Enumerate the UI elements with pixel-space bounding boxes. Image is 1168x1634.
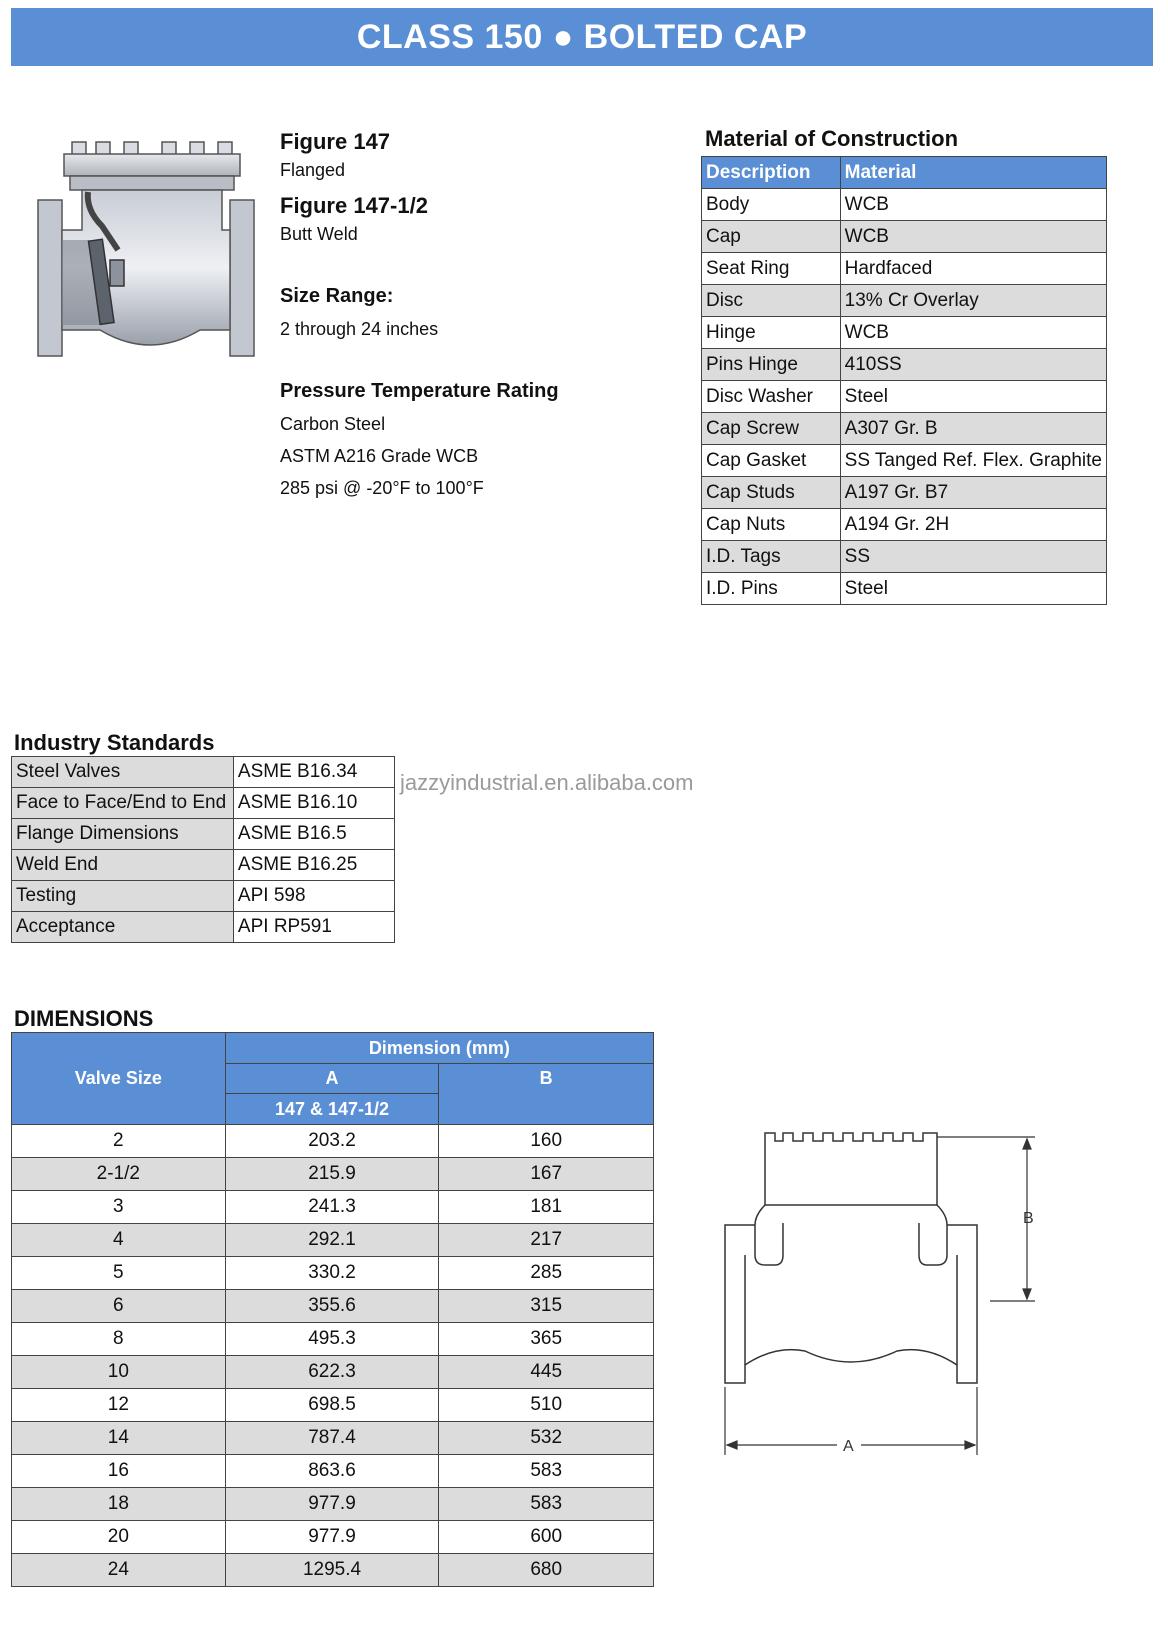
dimension-a-cell: 495.3 — [225, 1323, 439, 1356]
material-part: I.D. Tags — [702, 541, 841, 573]
material-value: Hardfaced — [840, 253, 1106, 285]
figure-147-half-title: Figure 147-1/2 — [280, 193, 428, 218]
material-part: Hinge — [702, 317, 841, 349]
material-part: Disc — [702, 285, 841, 317]
table-row — [12, 1257, 654, 1290]
valve-size-cell: 4 — [12, 1224, 226, 1257]
table-row — [12, 1356, 654, 1389]
table-row — [12, 1488, 654, 1521]
watermark-text: jazzyindustrial.en.alibaba.com — [400, 770, 694, 795]
dimension-a-cell: 977.9 — [225, 1488, 439, 1521]
valve-size-cell: 2 — [12, 1125, 226, 1158]
dimension-b-cell: 181 — [439, 1191, 654, 1224]
dimension-b-cell: 510 — [439, 1389, 654, 1422]
dimension-a-cell: 292.1 — [225, 1224, 439, 1257]
material-value: A194 Gr. 2H — [840, 509, 1106, 541]
table-row — [12, 1422, 654, 1455]
dimension-b-cell: 167 — [439, 1158, 654, 1191]
dimension-a-cell: 203.2 — [225, 1125, 439, 1158]
dimension-a-cell: 330.2 — [225, 1257, 439, 1290]
table-row — [12, 850, 395, 881]
table-row — [702, 413, 1107, 445]
valve-size-cell: 6 — [12, 1290, 226, 1323]
material-part: I.D. Pins — [702, 573, 841, 605]
standard-value: API 598 — [233, 881, 394, 912]
figure-147-title: Figure 147 — [280, 129, 391, 154]
valve-size-header: Valve Size — [12, 1033, 226, 1125]
table-row — [702, 221, 1107, 253]
table-row — [702, 541, 1107, 573]
valve-size-cell: 8 — [12, 1323, 226, 1356]
valve-size-cell: 12 — [12, 1389, 226, 1422]
table-row — [12, 1191, 654, 1224]
valve-size-cell: 3 — [12, 1191, 226, 1224]
dimension-b-cell: 445 — [439, 1356, 654, 1389]
dimension-group-header: Dimension (mm) — [225, 1033, 653, 1064]
table-row — [12, 1158, 654, 1191]
standard-value: ASME B16.34 — [233, 757, 394, 788]
figure-147-half-subtitle: Butt Weld — [280, 224, 358, 244]
dimension-a-cell: 863.6 — [225, 1455, 439, 1488]
material-value: 13% Cr Overlay — [840, 285, 1106, 317]
standard-item: Steel Valves — [12, 757, 234, 788]
dimension-a-subheader: 147 & 147-1/2 — [225, 1094, 439, 1125]
dimension-b-cell: 315 — [439, 1290, 654, 1323]
dimension-a-cell: 787.4 — [225, 1422, 439, 1455]
table-row — [12, 757, 395, 788]
dimension-b-cell: 160 — [439, 1125, 654, 1158]
table-row — [12, 1125, 654, 1158]
standard-item: Flange Dimensions — [12, 819, 234, 850]
material-part: Disc Washer — [702, 381, 841, 413]
size-range-value: 2 through 24 inches — [280, 319, 439, 339]
dimension-a-cell: 622.3 — [225, 1356, 439, 1389]
valve-size-cell: 16 — [12, 1455, 226, 1488]
dimension-b-cell: 285 — [439, 1257, 654, 1290]
valve-illustration — [30, 130, 270, 370]
dimension-b-cell: 217 — [439, 1224, 654, 1257]
table-row — [12, 1455, 654, 1488]
dimension-b-cell: 600 — [439, 1521, 654, 1554]
table-row — [702, 445, 1107, 477]
pressure-line: 285 psi @ -20°F to 100°F — [280, 478, 484, 498]
material-part: Cap Gasket — [702, 445, 841, 477]
table-row — [702, 349, 1107, 381]
material-value: WCB — [840, 221, 1106, 253]
table-row — [702, 477, 1107, 509]
material-part: Cap Studs — [702, 477, 841, 509]
materials-header-material: Material — [840, 157, 1106, 189]
material-part: Cap — [702, 221, 841, 253]
dimension-a-cell: 698.5 — [225, 1389, 439, 1422]
dimension-a-cell: 1295.4 — [225, 1554, 439, 1587]
valve-size-cell: 24 — [12, 1554, 226, 1587]
material-value: Steel — [840, 573, 1106, 605]
standards-table — [11, 756, 395, 943]
material-part: Seat Ring — [702, 253, 841, 285]
table-row — [702, 317, 1107, 349]
dimension-a-header: A — [225, 1064, 439, 1094]
table-row — [702, 253, 1107, 285]
material-value: SS Tanged Ref. Flex. Graphite — [840, 445, 1106, 477]
dimension-b-cell: 583 — [439, 1455, 654, 1488]
dimension-b-cell: 532 — [439, 1422, 654, 1455]
table-row — [12, 1521, 654, 1554]
dimension-a-cell: 215.9 — [225, 1158, 439, 1191]
dimension-a-label: A — [843, 1438, 854, 1455]
materials-title: Material of Construction — [705, 126, 959, 151]
size-range-title: Size Range: — [280, 285, 394, 307]
valve-size-cell: 14 — [12, 1422, 226, 1455]
standard-item: Face to Face/End to End — [12, 788, 234, 819]
table-row — [12, 1389, 654, 1422]
pressure-line: Carbon Steel — [280, 414, 386, 434]
page-banner: CLASS 150 ● BOLTED CAP — [11, 8, 1153, 66]
material-value: Steel — [840, 381, 1106, 413]
materials-table — [701, 156, 1107, 605]
material-value: 410SS — [840, 349, 1106, 381]
figure-147-subtitle: Flanged — [280, 160, 346, 180]
material-part: Pins Hinge — [702, 349, 841, 381]
standard-value: ASME B16.25 — [233, 850, 394, 881]
standard-value: API RP591 — [233, 912, 394, 943]
valve-size-cell: 10 — [12, 1356, 226, 1389]
dimension-a-cell: 355.6 — [225, 1290, 439, 1323]
material-value: SS — [840, 541, 1106, 573]
table-row — [12, 1290, 654, 1323]
dimension-b-header: B — [439, 1064, 654, 1125]
table-row — [702, 189, 1107, 221]
table-row — [12, 1554, 654, 1587]
dimensions-title: DIMENSIONS — [14, 1006, 154, 1031]
valve-size-cell: 5 — [12, 1257, 226, 1290]
table-row — [702, 285, 1107, 317]
valve-size-cell: 2-1/2 — [12, 1158, 226, 1191]
pressure-line: ASTM A216 Grade WCB — [280, 446, 479, 466]
material-part: Body — [702, 189, 841, 221]
table-row — [702, 573, 1107, 605]
dimensions-table — [11, 1032, 654, 1587]
pressure-rating-title: Pressure Temperature Rating — [280, 380, 559, 402]
dimension-b-cell: 583 — [439, 1488, 654, 1521]
dimension-a-cell: 241.3 — [225, 1191, 439, 1224]
standard-value: ASME B16.10 — [233, 788, 394, 819]
standard-item: Testing — [12, 881, 234, 912]
valve-size-cell: 20 — [12, 1521, 226, 1554]
material-part: Cap Nuts — [702, 509, 841, 541]
table-row — [12, 1323, 654, 1356]
standards-title: Industry Standards — [14, 730, 215, 755]
material-value: A307 Gr. B — [840, 413, 1106, 445]
dimension-drawing — [715, 1125, 1045, 1465]
standard-item: Weld End — [12, 850, 234, 881]
table-row — [702, 509, 1107, 541]
table-row — [12, 819, 395, 850]
table-row — [12, 788, 395, 819]
table-row — [12, 1224, 654, 1257]
material-part: Cap Screw — [702, 413, 841, 445]
materials-header-description: Description — [702, 157, 841, 189]
dimension-b-cell: 365 — [439, 1323, 654, 1356]
standard-item: Acceptance — [12, 912, 234, 943]
material-value: WCB — [840, 317, 1106, 349]
table-row — [12, 912, 395, 943]
table-row — [702, 381, 1107, 413]
dimension-b-cell: 680 — [439, 1554, 654, 1587]
material-value: A197 Gr. B7 — [840, 477, 1106, 509]
standard-value: ASME B16.5 — [233, 819, 394, 850]
material-value: WCB — [840, 189, 1106, 221]
table-row — [12, 881, 395, 912]
dimension-b-label: B — [1023, 1210, 1034, 1227]
dimension-a-cell: 977.9 — [225, 1521, 439, 1554]
valve-size-cell: 18 — [12, 1488, 226, 1521]
